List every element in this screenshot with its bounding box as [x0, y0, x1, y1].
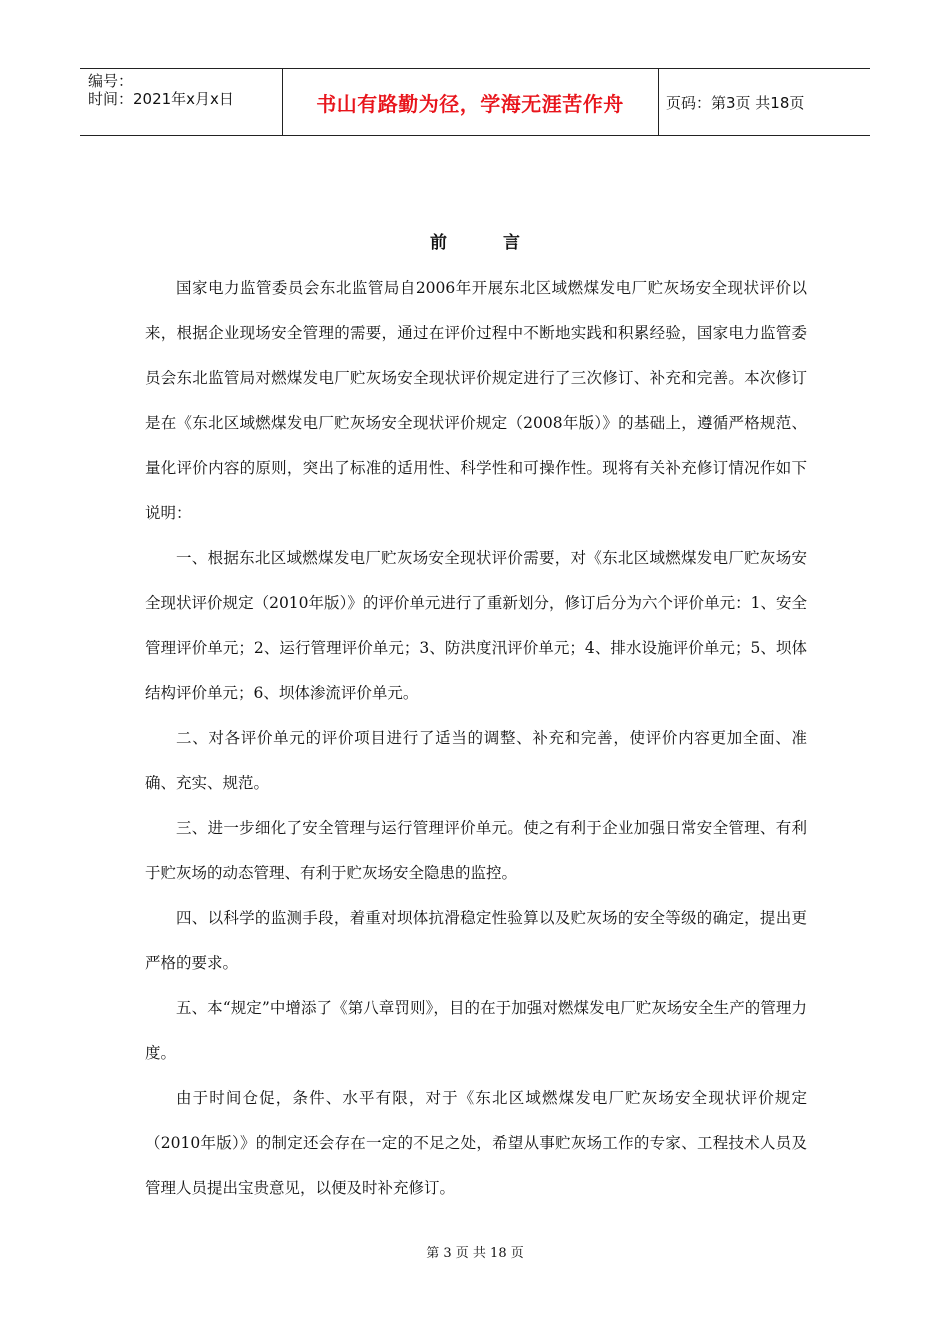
paragraph-1: 一、根据东北区域燃煤发电厂贮灰场安全现状评价需要，对《东北区域燃煤发电厂贮灰场安全现状评价规定（2010年版）》的评价单元进行了重新划分，修订后分为六个评价单元：1、安全管理评价单元；2、运行管理评价单元；3、防洪度汛评价单元；4、排水设施评价单元；5、坝体结构评价单元；6、坝体渗流评价单元。	[145, 549, 807, 702]
title-char-2: 言	[503, 233, 520, 253]
paragraph-closing: 由于时间仓促，条件、水平有限，对于《东北区域燃煤发电厂贮灰场安全现状评价规定（2010年版）》的制定还会存在一定的不足之处，希望从事贮灰场工作的专家、工程技术人员及管理人员提出宝贵意见，以便及时补充修订。	[145, 1089, 807, 1197]
page-footer	[0, 1242, 950, 1261]
footer-page-number: 第 3 页 共 18 页	[426, 1246, 524, 1261]
paragraph-2: 二、对各评价单元的评价项目进行了适当的调整、补充和完善，使评价内容更加全面、准确、充实、规范。	[145, 729, 807, 792]
title-char-1: 前	[430, 233, 447, 253]
page-info-text: 页码：第3页 共18页	[666, 93, 805, 112]
paragraph-3: 三、进一步细化了安全管理与运行管理评价单元。使之有利于企业加强日常安全管理、有利于贮灰场的动态管理、有利于贮灰场安全隐患的监控。	[145, 819, 807, 882]
document-body	[145, 266, 807, 1211]
paragraph-4: 四、以科学的监测手段，着重对坝体抗滑稳定性验算以及贮灰场的安全等级的确定，提出更严格的要求。	[145, 909, 807, 972]
header-page-info	[662, 68, 874, 136]
page-header	[80, 68, 870, 136]
header-motto-cell	[282, 68, 658, 136]
paragraph-intro: 国家电力监管委员会东北监管局自2006年开展东北区域燃煤发电厂贮灰场安全现状评价以来，根据企业现场安全管理的需要，通过在评价过程中不断地实践和积累经验，国家电力监管委员会东北监管局对燃煤发电厂贮灰场安全现状评价规定进行了三次修订、补充和完善。本次修订是在《东北区域燃煤发电厂贮灰场安全现状评价规定（2008年版）》的基础上，遵循严格规范、量化评价内容的原则，突出了标准的适用性、科学性和可操作性。现将有关补充修订情况作如下说明：	[145, 279, 807, 522]
header-divider-right	[658, 68, 659, 136]
header-meta	[88, 72, 278, 108]
header-motto: 书山有路勤为径，学海无涯苦作舟	[316, 91, 624, 116]
document-title	[0, 228, 950, 253]
date-line: 时间：2021年x月x日	[88, 90, 234, 108]
serial-label: 编号：	[88, 72, 134, 90]
paragraph-5: 五、本“规定”中增添了《第八章罚则》，目的在于加强对燃煤发电厂贮灰场安全生产的管理力度。	[145, 999, 807, 1062]
